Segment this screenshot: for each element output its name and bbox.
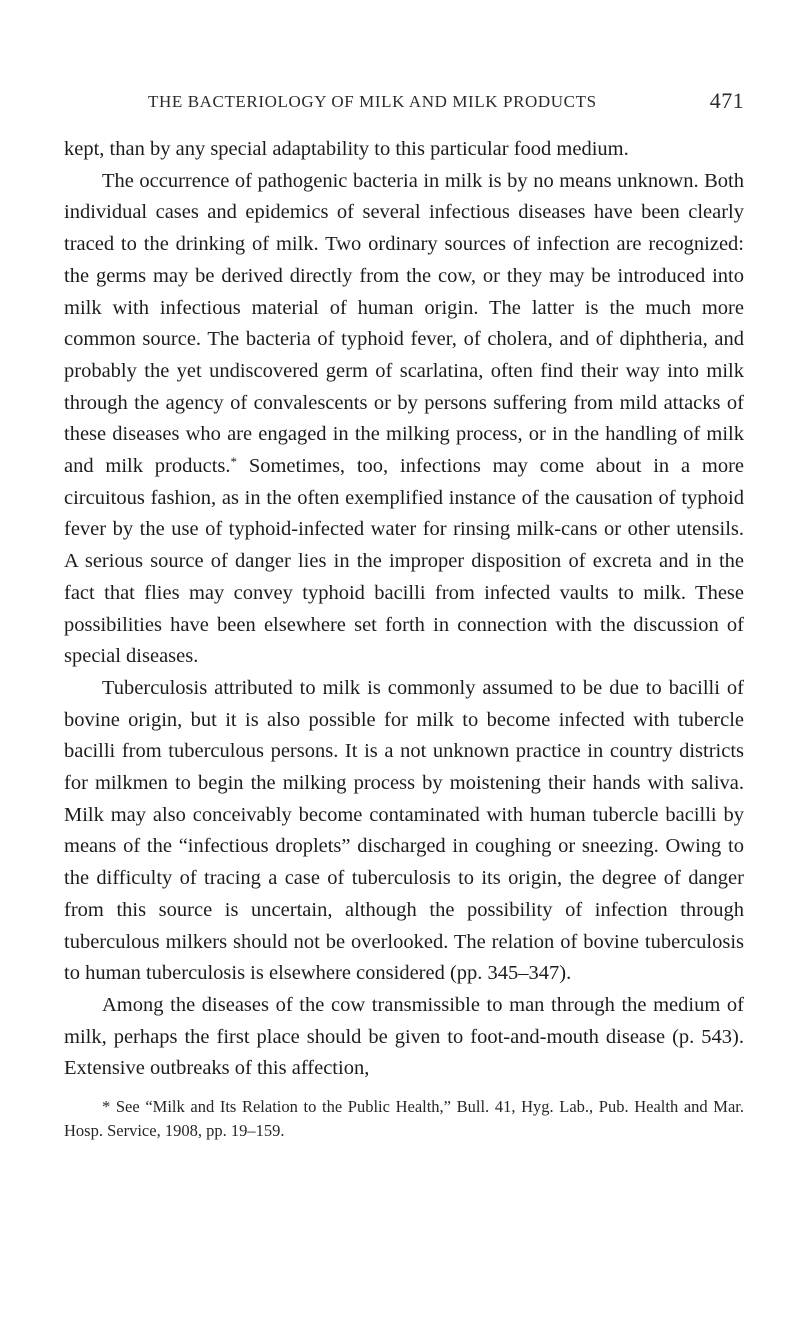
paragraph-text: Among the diseases of the cow transmissible to man through the medium of milk, perhaps the first place should be given to foot-and-mouth disease (p. 543). Extensive outbreaks of this affection, xyxy=(64,993,744,1080)
paragraph-text: kept, than by any special adaptability to this particular food medium. xyxy=(64,138,629,160)
paragraph-continued xyxy=(64,134,744,166)
paragraph-text: Tuberculosis attributed to milk is commonly assumed to be due to bacilli of bovine origin, but it is also possible for milk to become infected with tubercle bacilli from tuberculous persons. It is a not unknown practice in country districts for milkmen to begin the milking process by moistening their hands with saliva. Milk may also conceivably become contaminated with human tubercle bacilli by means of the “infectious droplets” discharged in coughing or sneezing. Owing to the difficulty of tracing a case of tuberculosis to its origin, the degree of danger from this source is uncertain, although the possibility of infection through tuberculous milkers should not be overlooked. The relation of bovine tuberculosis to human tuberculosis is elsewhere considered (pp. 345–347). xyxy=(64,676,744,985)
paragraph-cow-diseases xyxy=(64,990,744,1085)
paragraph-tuberculosis xyxy=(64,673,744,990)
book-page xyxy=(64,88,744,1143)
page-number: 471 xyxy=(709,88,744,113)
paragraph-text-continued: Sometimes, too, infections may come about in a more circuitous fashion, as in the often exemplified instance of the causation of typhoid fever by the use of typhoid-infected water for rinsing milk-cans or other utensils. A serious source of danger lies in the improper disposition of excreta and in the fact that flies may convey typhoid bacilli from infected vaults to milk. These possibilities have been elsewhere set forth in connection with the discussion of special diseases. xyxy=(64,455,744,668)
running-header xyxy=(64,88,744,116)
footnote xyxy=(64,1095,744,1143)
running-title: THE BACTERIOLOGY OF MILK AND MILK PRODUCTS xyxy=(148,92,597,111)
paragraph-text: The occurrence of pathogenic bacteria in milk is by no means unknown. Both individual cases and epidemics of several infectious diseases have been clearly traced to the drinking of milk. Two ordinary sources of infection are recognized: the germs may be derived directly from the cow, or they may be introduced into milk with infectious material of human origin. The latter is the much more common source. The bacteria of typhoid fever, of cholera, and of diphtheria, and probably the yet undiscovered germ of scarlatina, often find their way into milk through the agency of convalescents or by persons suffering from mild attacks of these diseases who are engaged in the milking process, or in the handling of milk and milk products. xyxy=(64,169,744,478)
body-text xyxy=(64,134,744,1085)
paragraph-pathogenic-bacteria xyxy=(64,166,744,673)
footnote-text: * See “Milk and Its Relation to the Public Health,” Bull. 41, Hyg. Lab., Pub. Health and Mar. Hosp. Service, 1908, pp. 19–159. xyxy=(64,1097,744,1141)
footnote-marker: * xyxy=(230,454,238,470)
